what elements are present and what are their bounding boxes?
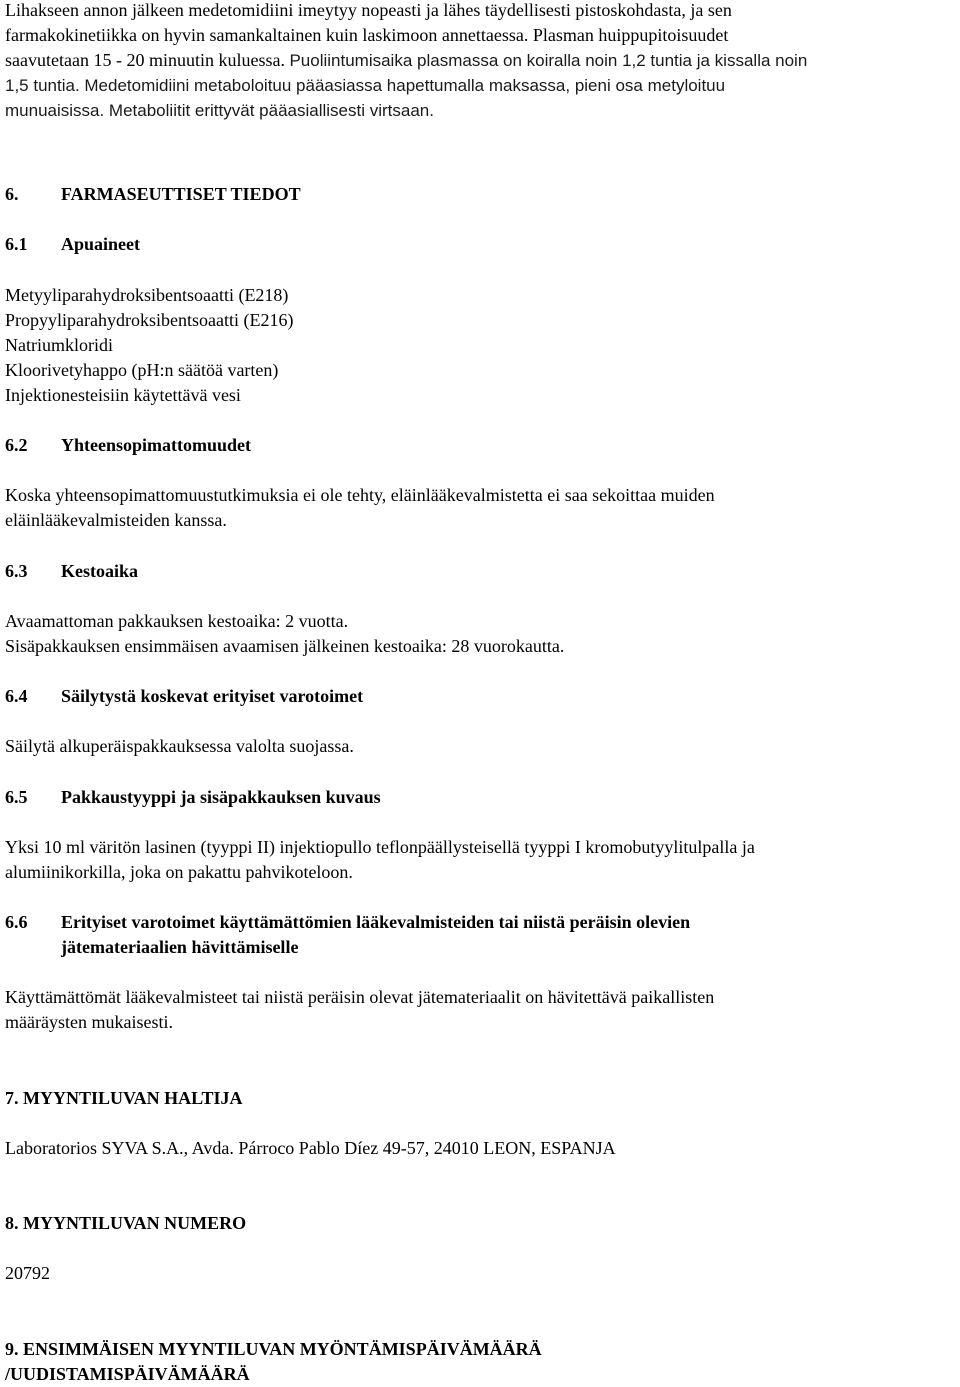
section-8-heading: 8. MYYNTILUVAN NUMERO <box>5 1213 247 1233</box>
section-6-5-number: 6.5 <box>5 787 28 807</box>
section-6-6-title-line-2: jätemateriaalien hävittämiselle <box>61 937 299 957</box>
section-6-5-line-2: alumiinikorkilla, joka on pakattu pahvikoteloon. <box>5 862 353 882</box>
intro-line-1: Lihakseen annon jälkeen medetomidiini imeytyy nopeasti ja lähes täydellisesti pistoskohdasta, ja sen <box>5 0 732 20</box>
section-6-4-heading <box>5 684 363 709</box>
section-6-1-title: Apuaineet <box>61 234 141 254</box>
section-6-2-line-1: Koska yhteensopimattomuustutkimuksia ei ole tehty, eläinlääkevalmistetta ei saa sekoittaa muiden <box>5 485 715 505</box>
pharmacokinetics-paragraph <box>5 0 807 123</box>
section-6-6-line-1: Käyttämättömät lääkevalmisteet tai niistä peräisin olevat jätemateriaalit on hävitettävä paikallisten <box>5 987 715 1007</box>
marketing-authorisation-holder: Laboratorios SYVA S.A., Avda. Párroco Pablo Díez 49-57, 24010 LEON, ESPANJA <box>5 1138 616 1158</box>
section-6-1-number: 6.1 <box>5 234 28 254</box>
section-6-2-line-2: eläinlääkevalmisteiden kanssa. <box>5 510 227 530</box>
intro-line-3 <box>5 48 807 73</box>
intro-line-4 <box>5 73 807 98</box>
section-6-3-number: 6.3 <box>5 561 28 581</box>
section-6-2-title: Yhteensopimattomuudet <box>61 435 252 455</box>
section-6-5-heading <box>5 785 381 810</box>
excipient-1: Metyyliparahydroksibentsoaatti (E218) <box>5 285 289 305</box>
section-6-number: 6. <box>5 184 19 204</box>
excipient-3: Natriumkloridi <box>5 335 113 355</box>
intro-line-4b: Medetomidiini metaboloituu pääasiassa hapettumalla maksassa, pieni osa metyloituu <box>84 76 726 95</box>
section-6-4-line-1: Säilytä alkuperäispakkauksessa valolta suojassa. <box>5 736 354 756</box>
section-6-2-heading <box>5 433 251 458</box>
section-6-1-heading <box>5 232 140 257</box>
section-6-5-line-1: Yksi 10 ml väritön lasinen (tyyppi II) injektiopullo teflonpäällysteisellä tyyppi I kromobutyylitulpalla ja <box>5 837 755 857</box>
section-6-3-heading <box>5 559 138 584</box>
section-6-6-title <box>61 910 690 960</box>
intro-line-2: farmakokinetiikka on hyvin samankaltainen kuin laskimoon annettaessa. Plasman huippupitoisuudet <box>5 25 729 45</box>
section-6-3-line-2: Sisäpakkauksen ensimmäisen avaamisen jälkeinen kestoaika: 28 vuorokautta. <box>5 636 565 656</box>
section-9-heading-line-1: 9. ENSIMMÄISEN MYYNTILUVAN MYÖNTÄMISPÄIVÄMÄÄRÄ <box>5 1339 542 1359</box>
section-6-6-line-2: määräysten mukaisesti. <box>5 1012 173 1032</box>
intro-line-5: munuaisissa. Metaboliitit erittyvät pääasiallisesti virtsaan. <box>5 101 434 120</box>
section-6-3-title: Kestoaika <box>61 561 139 581</box>
section-6-3-line-1: Avaamattoman pakkauksen kestoaika: 2 vuotta. <box>5 611 349 631</box>
section-6-6-heading <box>5 910 690 960</box>
intro-line-3b: Puoliintumisaika plasmassa on koiralla noin 1,2 tuntia ja kissalla noin <box>289 51 808 70</box>
marketing-authorisation-number: 20792 <box>5 1263 50 1283</box>
section-6-4-title: Säilytystä koskevat erityiset varotoimet <box>61 686 364 706</box>
excipient-2: Propyyliparahydroksibentsoaatti (E216) <box>5 310 294 330</box>
section-6-5-title: Pakkaustyyppi ja sisäpakkauksen kuvaus <box>61 787 381 807</box>
excipient-4: Kloorivetyhappo (pH:n säätöä varten) <box>5 360 279 380</box>
intro-line-3a: saavutetaan 15 - 20 minuutin kuluessa. <box>5 50 290 70</box>
section-6-title: FARMASEUTTISET TIEDOT <box>61 184 301 204</box>
section-6-2-number: 6.2 <box>5 435 28 455</box>
excipient-5: Injektionesteisiin käytettävä vesi <box>5 385 241 405</box>
section-6-4-number: 6.4 <box>5 686 28 706</box>
section-7-heading: 7. MYYNTILUVAN HALTIJA <box>5 1088 243 1108</box>
section-6-6-title-line-1: Erityiset varotoimet käyttämättömien lääkevalmisteiden tai niistä peräisin olevien <box>61 912 691 932</box>
section-6-6-number: 6.6 <box>5 912 28 932</box>
intro-line-4a: 1,5 tuntia. <box>5 76 85 95</box>
section-9-heading-line-2: /UUDISTAMISPÄIVÄMÄÄRÄ <box>5 1364 250 1384</box>
section-6-heading <box>5 182 301 207</box>
